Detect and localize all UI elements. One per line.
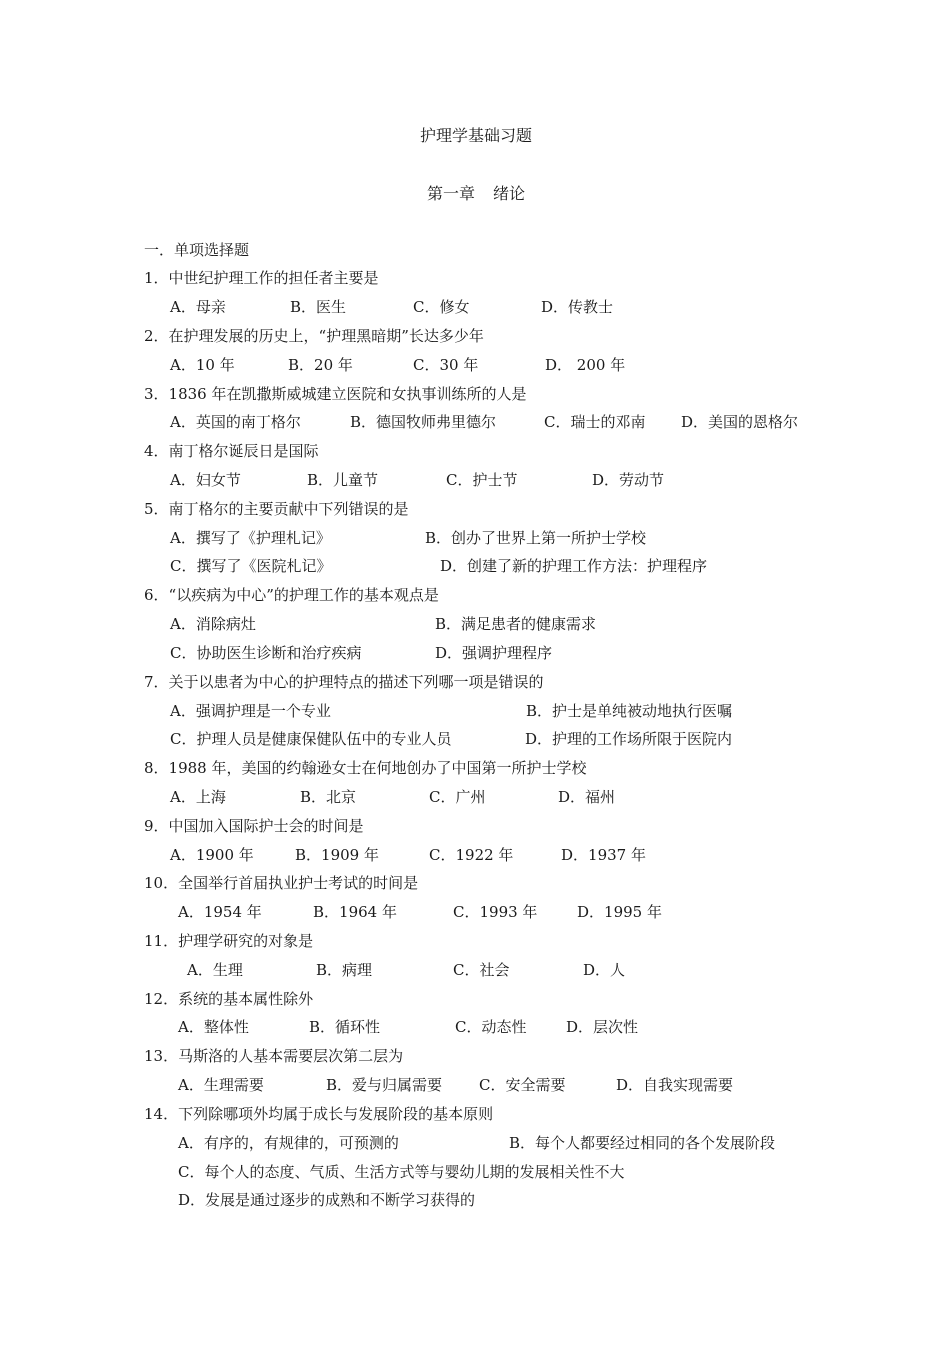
option-a: A．上海 — [170, 788, 226, 806]
question-stem: 5．南丁格尔的主要贡献中下列错误的是 — [144, 500, 409, 518]
option-a: A．1954 年 — [178, 903, 262, 921]
option-a: A．1900 年 — [170, 846, 254, 864]
option-d: D． 200 年 — [545, 356, 626, 374]
question-stem: 2．在护理发展的历史上，“护理黑暗期”长达多少年 — [144, 327, 484, 345]
option-c: C．社会 — [453, 961, 510, 979]
option-c: C．护理人员是健康保健队伍中的专业人员 — [170, 730, 452, 748]
chapter-name: 绪论 — [493, 184, 526, 203]
option-d: D．强调护理程序 — [435, 644, 553, 662]
option-c: C．安全需要 — [479, 1076, 566, 1094]
option-a: A．生理需要 — [178, 1076, 264, 1094]
option-c: C．动态性 — [455, 1018, 527, 1036]
option-d: D．创建了新的护理工作方法：护理程序 — [440, 557, 708, 575]
question-stem: 7．关于以患者为中心的护理特点的描述下列哪一项是错误的 — [144, 673, 544, 691]
option-a: A．母亲 — [170, 298, 226, 316]
option-b: B．创办了世界上第一所护士学校 — [425, 529, 647, 547]
option-b: B．护士是单纯被动地执行医嘱 — [526, 702, 733, 720]
question-stem: 10．全国举行首届执业护士考试的时间是 — [144, 874, 419, 892]
option-b: B．1909 年 — [295, 846, 379, 864]
option-d: D．劳动节 — [592, 471, 665, 489]
option-c: C．30 年 — [413, 356, 479, 374]
option-d: D．传教士 — [541, 298, 614, 316]
option-a: A．消除病灶 — [170, 615, 256, 633]
option-d: D．福州 — [558, 788, 616, 806]
option-a: A．妇女节 — [170, 471, 241, 489]
option-d: D．层次性 — [566, 1018, 639, 1036]
option-a: A．10 年 — [170, 356, 235, 374]
option-b: B．儿童节 — [307, 471, 379, 489]
option-c: C．1993 年 — [453, 903, 538, 921]
option-c: C．每个人的态度、气质、生活方式等与婴幼儿期的发展相关性不大 — [178, 1163, 625, 1181]
question-stem: 14．下列除哪项外均属于成长与发展阶段的基本原则 — [144, 1105, 494, 1123]
section-title: 一．单项选择题 — [144, 241, 250, 259]
option-a: A．英国的南丁格尔 — [170, 413, 301, 431]
question-stem: 3．1836 年在凯撒斯威城建立医院和女执事训练所的人是 — [144, 385, 527, 403]
question-stem: 6．“以疾病为中心”的护理工作的基本观点是 — [144, 586, 439, 604]
option-d: D．护理的工作场所限于医院内 — [525, 730, 733, 748]
document-title: 护理学基础习题 — [419, 126, 532, 145]
option-a: A．撰写了《护理札记》 — [170, 529, 331, 547]
question-stem: 11．护理学研究的对象是 — [144, 932, 314, 950]
option-b: B．循环性 — [309, 1018, 381, 1036]
question-stem: 8．1988 年，美国的约翰逊女士在何地创办了中国第一所护士学校 — [144, 759, 587, 777]
chapter-number: 第一章 — [426, 184, 475, 203]
option-a: A．有序的，有规律的，可预测的 — [178, 1134, 399, 1152]
option-c: C．修女 — [413, 298, 470, 316]
option-c: C．撰写了《医院札记》 — [170, 557, 332, 575]
option-c: C．广州 — [429, 788, 486, 806]
question-stem: 4．南丁格尔诞辰日是国际 — [144, 442, 319, 460]
question-stem: 12．系统的基本属性除外 — [144, 990, 314, 1008]
option-b: B．病理 — [316, 961, 373, 979]
option-c: C．协助医生诊断和治疗疾病 — [170, 644, 362, 662]
option-b: B．1964 年 — [313, 903, 397, 921]
option-b: B．爱与归属需要 — [326, 1076, 443, 1094]
question-stem: 13．马斯洛的人基本需要层次第二层为 — [144, 1047, 404, 1065]
option-c: C．瑞士的邓南 — [544, 413, 646, 431]
question-stem: 9．中国加入国际护士会的时间是 — [144, 817, 364, 835]
option-d: D．人 — [583, 961, 626, 979]
option-b: B．20 年 — [288, 356, 353, 374]
option-b: B．满足患者的健康需求 — [435, 615, 597, 633]
option-d: D．发展是通过逐步的成熟和不断学习获得的 — [178, 1191, 476, 1209]
option-b: B．医生 — [290, 298, 347, 316]
option-b: B．北京 — [300, 788, 357, 806]
option-a: A．强调护理是一个专业 — [170, 702, 331, 720]
option-a: A．生理 — [187, 961, 243, 979]
option-d: D．自我实现需要 — [616, 1076, 734, 1094]
chapter-heading — [0, 181, 952, 204]
question-stem: 1．中世纪护理工作的担任者主要是 — [144, 269, 379, 287]
option-b: B．德国牧师弗里德尔 — [350, 413, 497, 431]
option-d: D．美国的恩格尔 — [681, 413, 799, 431]
option-d: D．1937 年 — [561, 846, 646, 864]
option-c: C．护士节 — [446, 471, 518, 489]
option-a: A．整体性 — [178, 1018, 249, 1036]
option-b: B．每个人都要经过相同的各个发展阶段 — [509, 1134, 776, 1152]
option-c: C．1922 年 — [429, 846, 514, 864]
option-d: D．1995 年 — [577, 903, 662, 921]
